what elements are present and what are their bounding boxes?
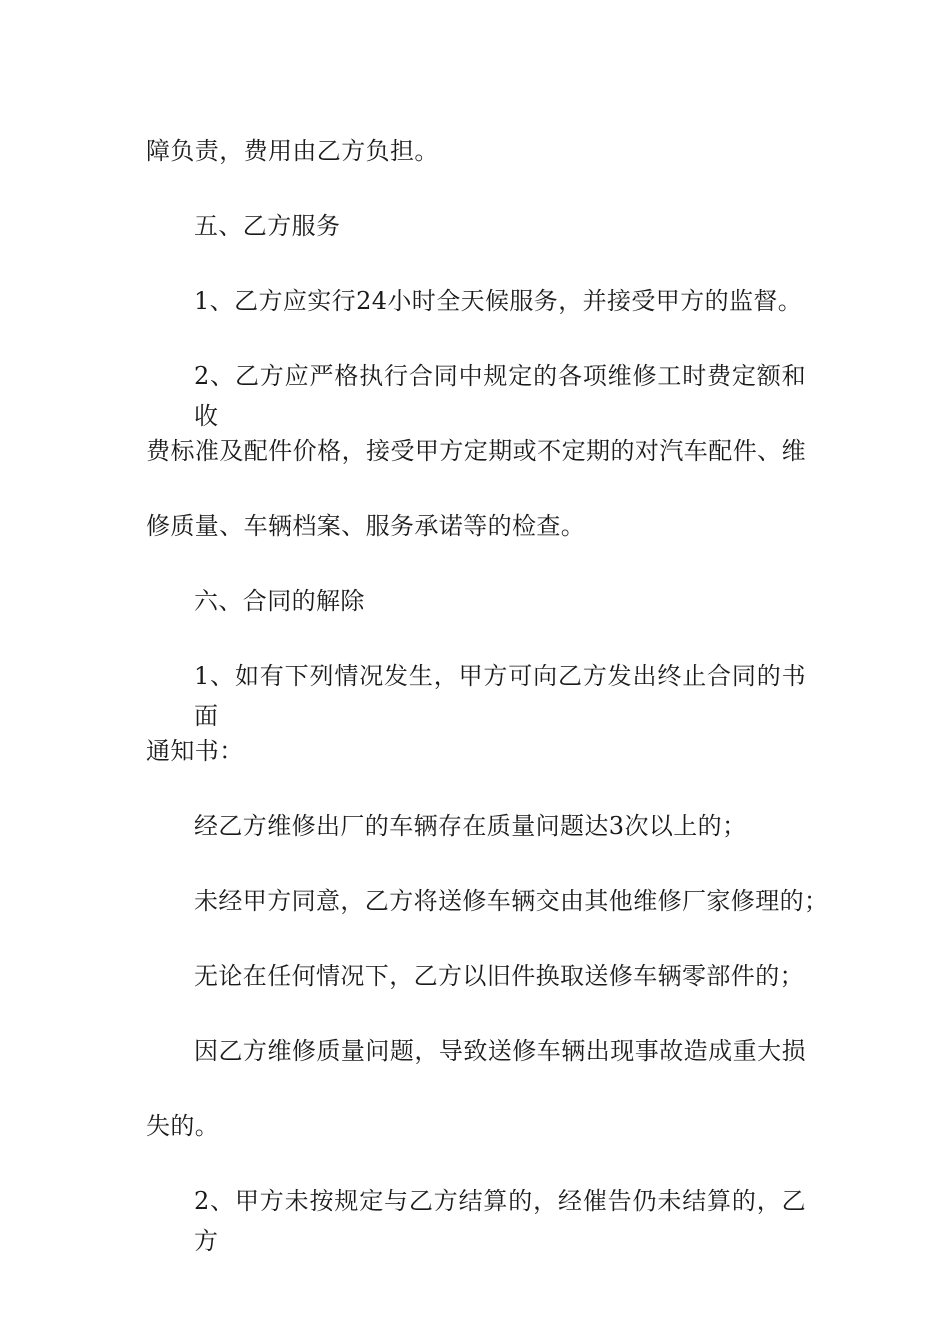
text-line: 因乙方维修质量问题，导致送修车辆出现事故造成重大损 [194, 1037, 806, 1065]
section-heading: 六、合同的解除 [194, 587, 365, 615]
text-line: 1、乙方应实行24小时全天候服务，并接受甲方的监督。 [194, 287, 803, 315]
text-line: 未经甲方同意，乙方将送修车辆交由其他维修厂家修理的； [194, 887, 829, 915]
text-line: 2、甲方未按规定与乙方结算的，经催告仍未结算的，乙方 [194, 1187, 806, 1255]
text-line: 无论在任何情况下，乙方以旧件换取送修车辆零部件的； [194, 962, 804, 990]
text-line: 费标准及配件价格，接受甲方定期或不定期的对汽车配件、维 [146, 437, 806, 465]
text-line: 修质量、车辆档案、服务承诺等的检查。 [146, 512, 586, 540]
text-line: 1、如有下列情况发生，甲方可向乙方发出终止合同的书面 [194, 662, 806, 730]
text-line: 失的。 [146, 1112, 220, 1140]
text-line: 2、乙方应严格执行合同中规定的各项维修工时费定额和收 [194, 362, 806, 430]
text-line: 障负责，费用由乙方负担。 [146, 137, 439, 165]
text-line: 经乙方维修出厂的车辆存在质量问题达3次以上的； [194, 812, 747, 840]
section-heading: 五、乙方服务 [194, 212, 341, 240]
text-line: 通知书： [146, 737, 244, 765]
